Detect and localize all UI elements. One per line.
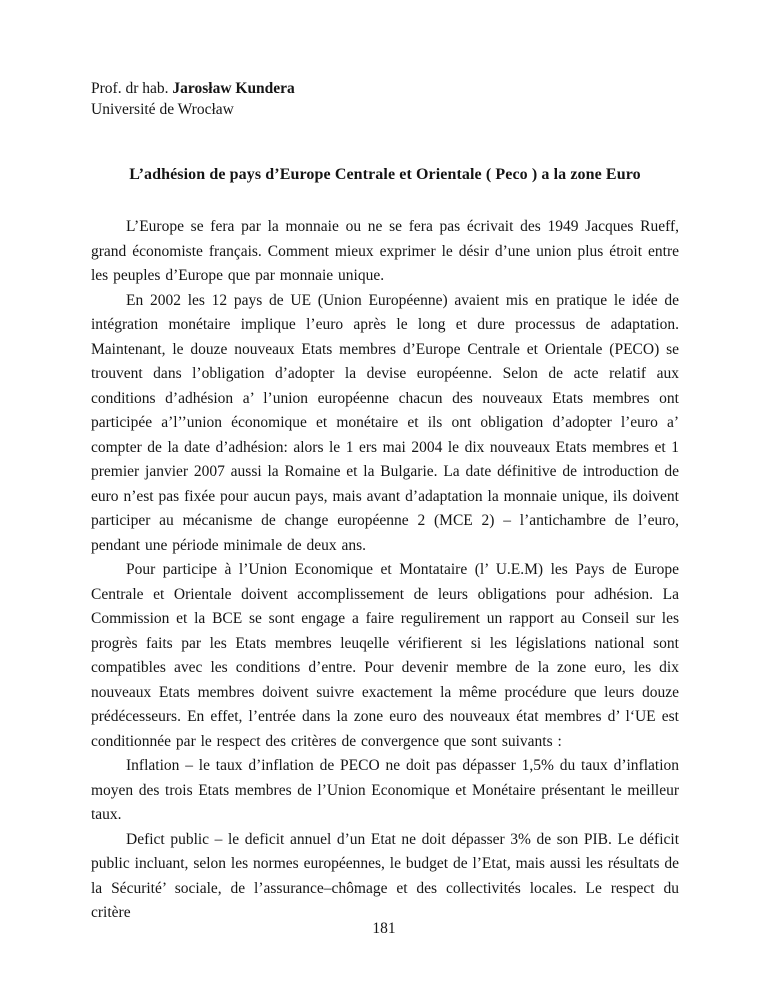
author-prefix: Prof. dr hab.	[91, 80, 169, 97]
paragraph-intro: L’Europe se fera par la monnaie ou ne se fera pas écrivait des 1949 Jacques Rueff, grand économiste français. Comment mieux exprimer le désir d’une union plus étroit entre les peuples d’Europe que par monnaie unique.	[91, 218, 679, 284]
paragraph-inflation: Inflation – le taux d’inflation de PECO ne doit pas dépasser 1,5% du taux d’inflation moyen des trois Etats membres de l’Union Economique et Monétaire présentant le meilleur taux.	[91, 757, 679, 823]
page-number: 181	[372, 920, 396, 937]
body-text	[91, 215, 679, 926]
author-line	[91, 78, 679, 99]
paragraph-deficit: Defict public – le deficit annuel d’un Etat ne doit dépasser 3% de son PIB. Le déficit public incluant, selon les normes européennes, le budget de l’Etat, mais aussi les résultats de la Sécurité’ sociale, de l’assurance–chômage et des collectivités locales. Le respect du critère	[91, 830, 679, 921]
author-affiliation: Université de Wrocław	[91, 101, 234, 118]
paragraph-uem: Pour participe à l’Union Economique et Montataire (l’ U.E.M) les Pays de Europe Centrale et Orientale doivent accomplissement de leurs obligations pour adhésion. La Commission et la BCE se sont engage a faire regulirement un rapport au Conseil sur les progrès faits par les Etats membres leuqelle vérifierent si les législations national sont compatibles avec les conditions d’entre. Pour devenir membre de la zone euro, les dix nouveaux Etats membres doivent suivre exactement la même procédure que leurs douze prédécesseurs. En effet, l’entrée dans la zone euro des nouveaux état membres d’ l‘UE est conditionnée par le respect des critères de convergence que sont suivants :	[91, 561, 679, 750]
author-name: Jarosław Kundera	[172, 80, 295, 97]
author-block	[91, 78, 679, 120]
page-title: L’adhésion de pays d’Europe Centrale et Orientale ( Peco ) a la zone Euro	[129, 166, 641, 183]
paragraph-adhesion: En 2002 les 12 pays de UE (Union Européenne) avaient mis en pratique le idée de intégration monétaire implique l’euro après le long et dure processus de adaptation. Maintenant, le douze nouveaux Etats membres d’Europe Centrale et Orientale (PECO) se trouvent dans l’obligation d’adopter la devise européenne. Selon de acte relatif aux conditions d’adhésion a’ l’union européenne chacun des nouveaux Etats membres ont participée a’l’’union économique et monétaire et ils ont obligation d’adopter l’euro a’ compter de la date d’adhésion: alors le 1 ers mai 2004 le dix nouveaux Etats membres et 1 premier janvier 2007 aussi la Romaine et la Bulgarie. La date définitive de introduction de euro n’est pas fixée pour aucun pays, mais avant d’adaptation la monnaie unique, ils doivent participer au mécanisme de change européenne 2 (MCE 2) – l’antichambre de l’euro, pendant une période minimale de deux ans.	[91, 291, 679, 554]
